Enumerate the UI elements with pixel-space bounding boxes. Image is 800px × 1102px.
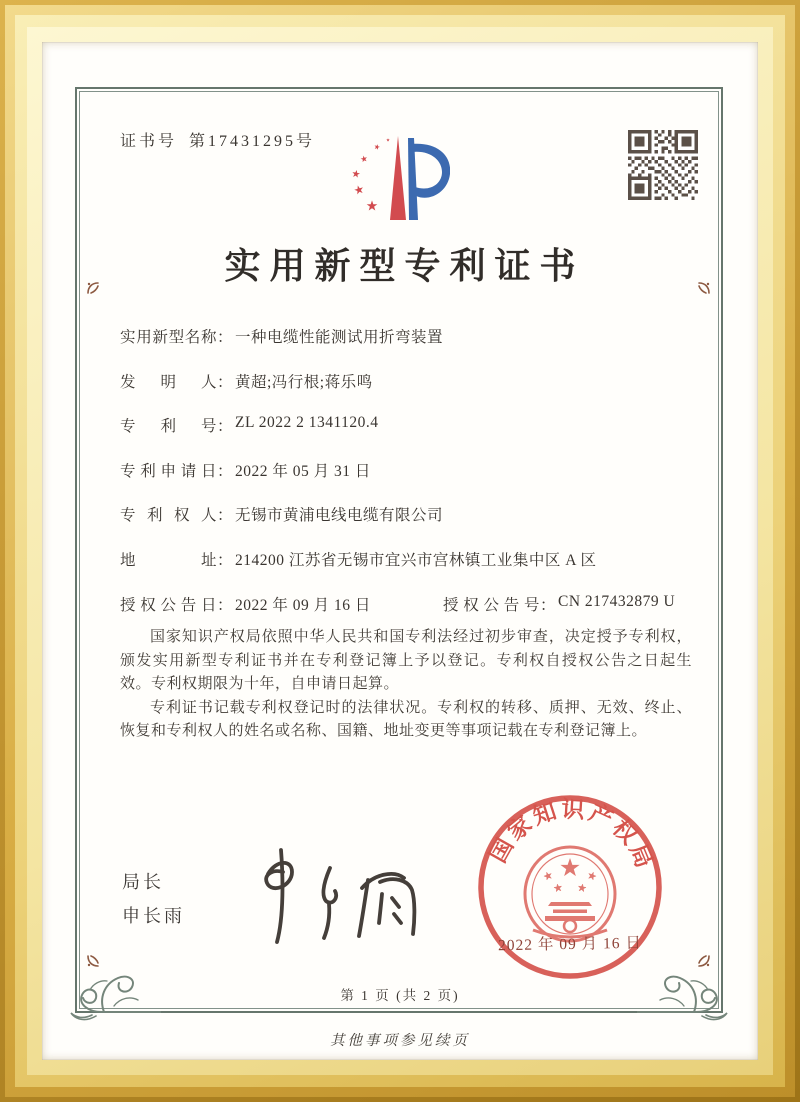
qr-code xyxy=(628,130,698,200)
field-label: 专利申请日 xyxy=(120,462,217,480)
logo-blue-bowl xyxy=(412,144,450,198)
official-seal xyxy=(475,792,665,982)
director-signature xyxy=(222,842,437,950)
field-colon: ： xyxy=(217,329,234,346)
field-row-inventor xyxy=(120,370,692,415)
certificate-title: 实用新型专利证书 xyxy=(224,246,585,286)
field-value: 2022 年 05 月 31 日 xyxy=(235,462,371,480)
field-row-patent-no xyxy=(120,414,692,459)
field-label: 专利号 xyxy=(120,418,217,436)
field-colon: ： xyxy=(217,373,234,391)
certificate-paper xyxy=(42,42,758,1060)
field-value: ZL 2022 2 1341120.4 xyxy=(235,414,379,432)
officer-name: 申长雨 xyxy=(122,906,185,926)
logo-red-spire xyxy=(390,136,406,220)
field-colon: ： xyxy=(217,596,234,614)
field-value: CN 217432879 U xyxy=(558,592,676,610)
field-label: 实用新型名称 xyxy=(120,329,217,346)
officer-title: 局长 xyxy=(122,872,164,892)
legal-paragraph-1: 国家知识产权局依照中华人民共和国专利法经过初步审查，决定授予专利权，颁发实用新型专利证书并在专利登记簿上予以登记。专利权自授权公告之日起生效。专利权期限为十年，自申请日起算。 xyxy=(120,629,692,693)
field-row-name xyxy=(120,325,692,370)
certificate-number: 证书号 第17431295号 xyxy=(120,133,316,150)
legal-text xyxy=(120,626,692,744)
national-emblem xyxy=(525,847,615,941)
field-label: 发明人 xyxy=(120,373,217,391)
continuation-note: 其他事项参见续页 xyxy=(330,1033,470,1049)
legal-paragraph-2: 专利证书记载专利权登记时的法律状况。专利权的转移、质押、无效、终止、恢复和专利权人的姓名或名称、国籍、地址变更等事项记载在专利登记簿上。 xyxy=(120,699,692,740)
field-colon: ： xyxy=(540,596,557,614)
small-corner-ornament-icon xyxy=(697,954,711,968)
field-value: 2022 年 09 月 16 日 xyxy=(235,596,371,614)
field-label: 专利权人 xyxy=(120,507,217,525)
cnipa-logo xyxy=(346,134,450,228)
field-value: 黄超;冯行根;蒋乐鸣 xyxy=(235,373,373,391)
seal-arc-text-holder xyxy=(485,797,658,874)
field-colon: ： xyxy=(217,418,234,436)
seal-arc-text: 国家知识产权局 xyxy=(485,796,659,875)
logo-stars xyxy=(352,138,390,210)
grant-number-pair xyxy=(443,593,675,615)
field-value: 无锡市黄浦电线电缆有限公司 xyxy=(235,507,444,525)
field-colon: ： xyxy=(217,462,234,480)
page-number: 第 1 页 (共 2 页) xyxy=(340,988,460,1003)
field-label: 授权公告日 xyxy=(120,596,217,614)
small-corner-ornament-icon xyxy=(86,954,100,968)
field-value: 一种电缆性能测试用折弯装置 xyxy=(235,329,444,346)
field-label: 地址 xyxy=(120,551,217,569)
seal-date: 2022 年 09 月 16 日 xyxy=(497,934,643,955)
field-row-patentee xyxy=(120,503,692,548)
field-value: 214200 江苏省无锡市宜兴市宫林镇工业集中区 A 区 xyxy=(235,551,597,569)
field-label: 授权公告号 xyxy=(443,596,540,614)
field-row-address xyxy=(120,548,692,593)
fields-section xyxy=(120,325,692,637)
field-colon: ： xyxy=(217,507,234,525)
field-row-filing-date xyxy=(120,459,692,504)
field-colon: ： xyxy=(217,551,234,569)
